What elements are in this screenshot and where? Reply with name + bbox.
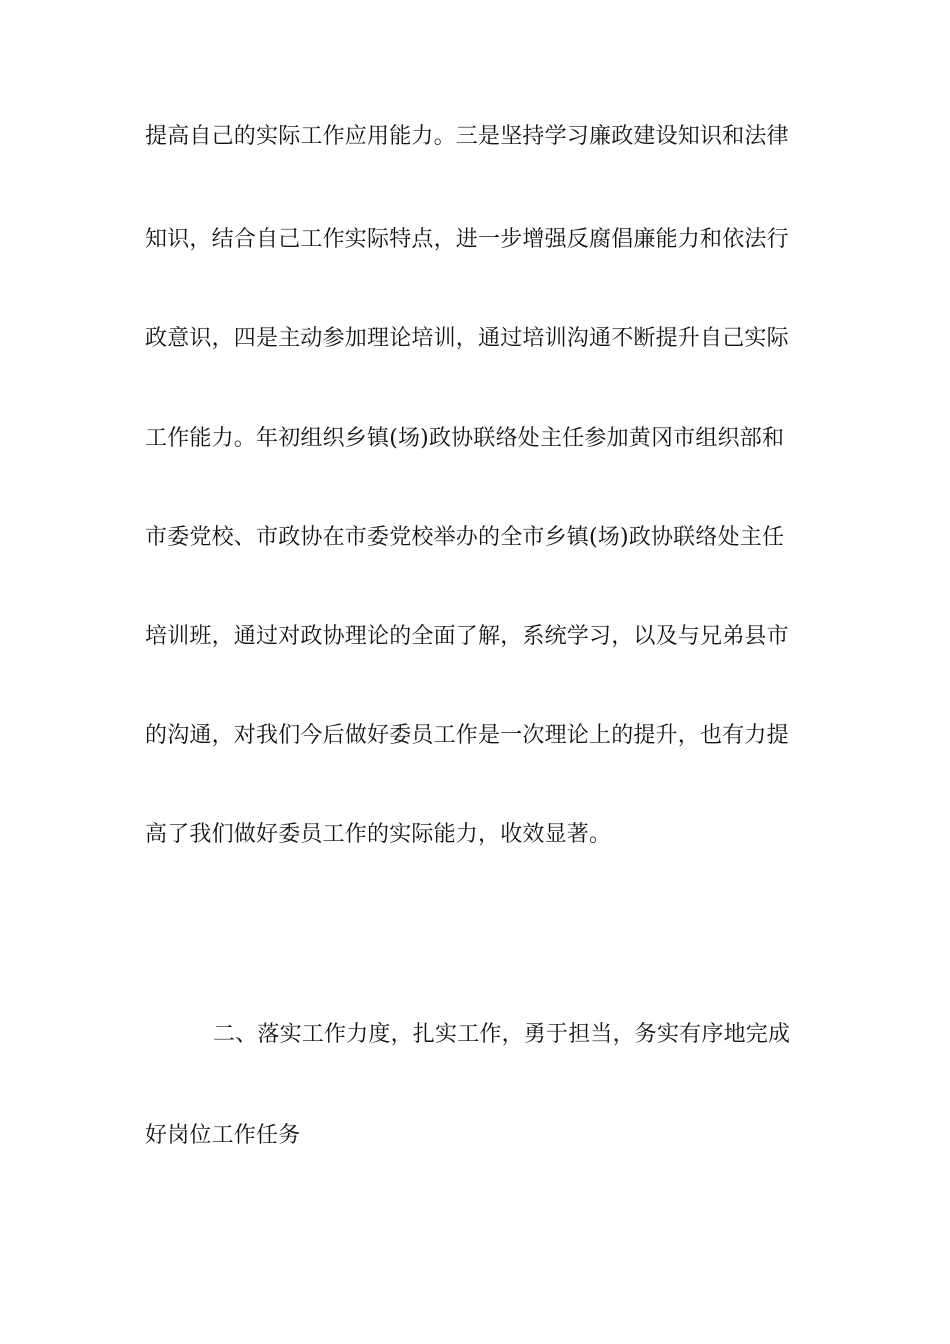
paragraph-line: 培训班，通过对政协理论的全面了解，系统学习，以及与兄弟县市 — [145, 624, 789, 649]
paragraph-line: 提高自己的实际工作应用能力。三是坚持学习廉政建设知识和法律 — [145, 124, 789, 149]
paragraph-line: 市委党校、市政协在市委党校举办的全市乡镇(场)政协联络处主任 — [145, 525, 785, 550]
section-heading-line: 好岗位工作任务 — [145, 1123, 301, 1148]
paragraph-line: 知识，结合自己工作实际特点，进一步增强反腐倡廉能力和依法行 — [145, 227, 789, 252]
paragraph-line: 政意识，四是主动参加理论培训，通过培训沟通不断提升自己实际 — [145, 326, 789, 351]
paragraph-line: 高了我们做好委员工作的实际能力，收效显著。 — [145, 822, 612, 847]
section-heading-line: 二、落实工作力度，扎实工作，勇于担当，务实有序地完成 — [213, 1022, 791, 1047]
paragraph-line: 工作能力。年初组织乡镇(场)政协联络处主任参加黄冈市组织部和 — [145, 426, 785, 451]
paragraph-line: 的沟通，对我们今后做好委员工作是一次理论上的提升，也有力提 — [145, 723, 789, 748]
